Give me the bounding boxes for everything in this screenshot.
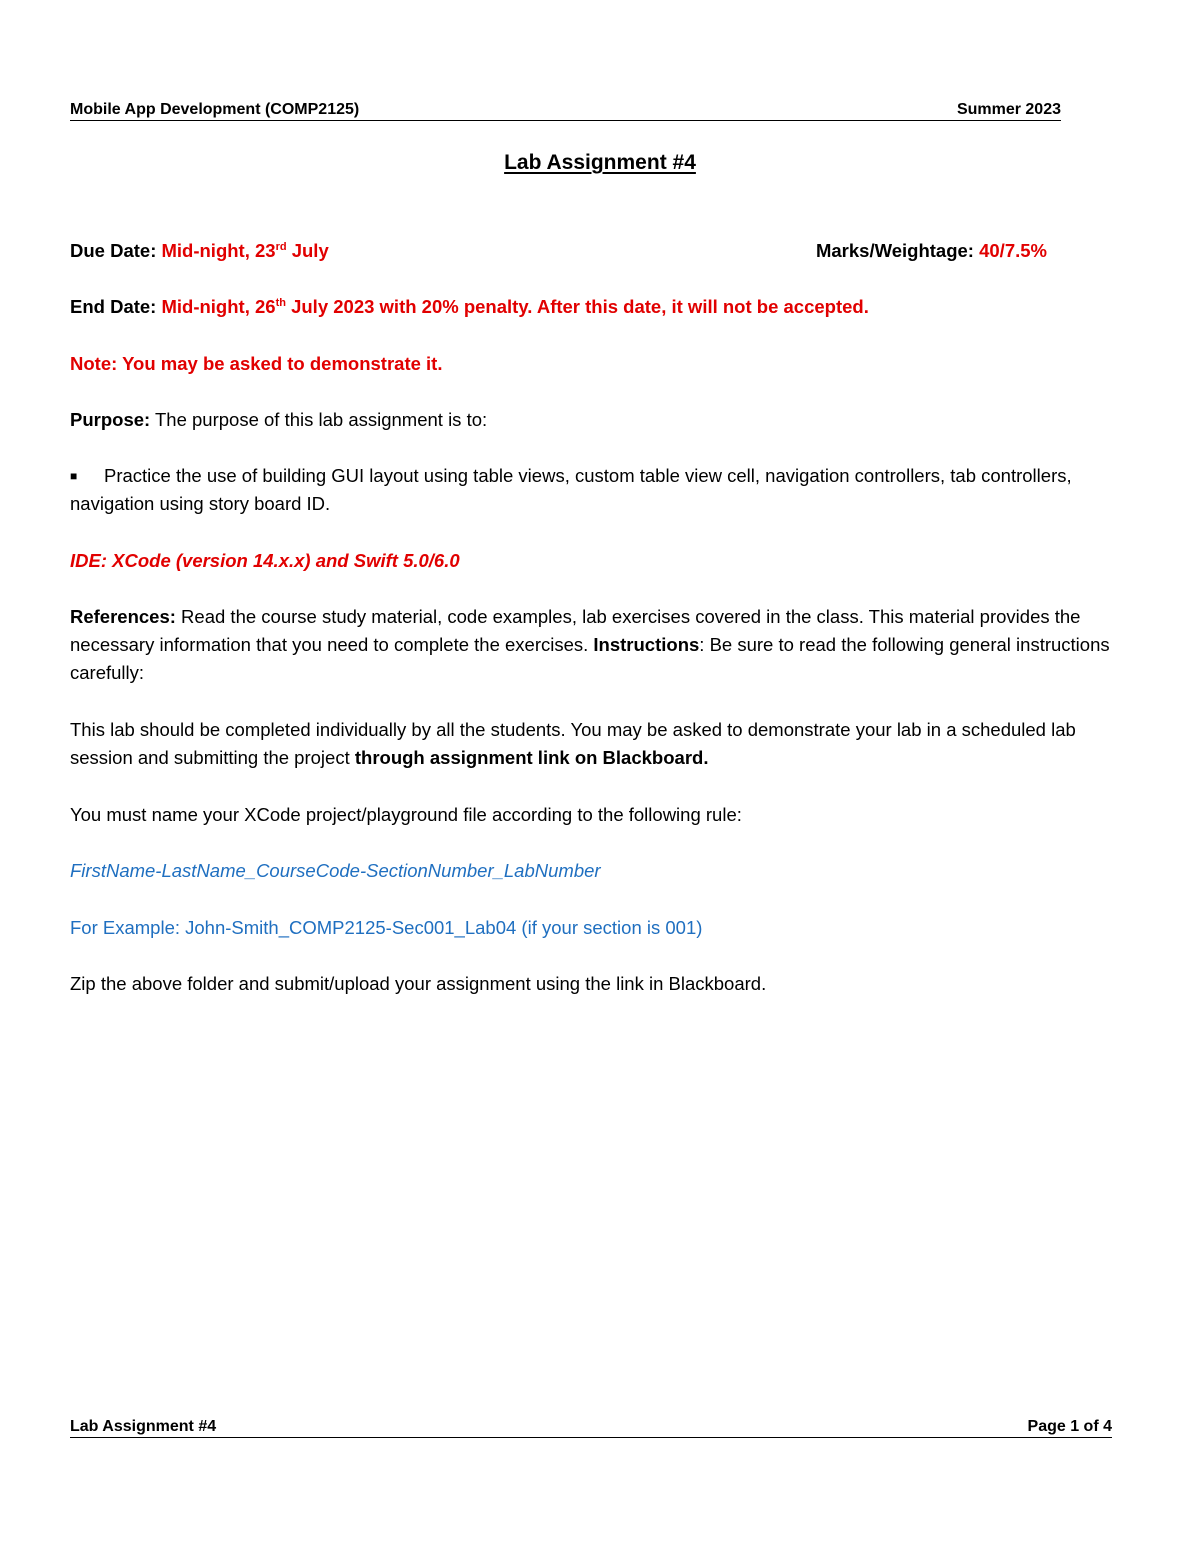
due-date-label: Due Date:: [70, 240, 162, 261]
naming-pattern-line: FirstName-LastName_CourseCode-SectionNumber_LabNumber: [70, 860, 601, 881]
page-title: [0, 150, 1200, 176]
references-label: References:: [70, 606, 176, 627]
instructions-label: Instructions: [593, 634, 700, 655]
note-line: Note: You may be asked to demonstrate it.: [70, 353, 443, 374]
end-date-value: [161, 296, 868, 317]
due-date-value: [162, 240, 329, 261]
due-date-line: [70, 237, 1130, 265]
marks-value: 40/7.5%: [979, 240, 1047, 261]
individual-text: This lab should be completed individually by all the students. You may be asked to demonstrate your lab in a scheduled lab session and submitting the project: [70, 719, 1076, 768]
end-date-penalty: July 2023 with 20% penalty. After this date, it will not be accepted.: [285, 296, 869, 317]
bullet-text: Practice the use of building GUI layout using table views, custom table view cell, navigation controllers, tab controllers, navigation using story board ID.: [70, 465, 1072, 514]
end-date-value-main: Mid-night, 26: [161, 296, 276, 317]
end-date-suffix: th: [275, 296, 286, 309]
marks: [816, 237, 1047, 265]
square-bullet-icon: ■: [70, 469, 78, 483]
bullet-list-item: [70, 462, 1130, 518]
footer-page-number: Page 1 of 4: [1027, 1418, 1112, 1435]
purpose-label: Purpose:: [70, 409, 151, 430]
due-date-value-main: Mid-night, 23: [161, 240, 276, 261]
zip-instruction-line: Zip the above folder and submit/upload your assignment using the link in Blackboard.: [70, 973, 767, 994]
purpose-line: [70, 406, 1130, 434]
example-line: For Example: John-Smith_COMP2125-Sec001_Lab04 (if your section is 001): [70, 917, 703, 938]
due-date-suffix: rd: [275, 240, 287, 253]
page-header: [70, 101, 1061, 121]
end-date-line: [70, 293, 1130, 321]
individual-bold-text: through assignment link on Blackboard.: [354, 747, 709, 768]
individual-paragraph: [70, 716, 1130, 772]
header-term: Summer 2023: [956, 101, 1061, 118]
marks-label: Marks/Weightage:: [815, 240, 980, 261]
purpose-text: The purpose of this lab assignment is to:: [150, 409, 488, 430]
page-title-text: Lab Assignment #4: [504, 151, 696, 174]
ide-line: IDE: XCode (version 14.x.x) and Swift 5.0/6.0: [70, 550, 460, 571]
references-text: Read the course study material, code examples, lab exercises covered in the class. This material provides the necessary information that you need to complete the exercises.: [70, 606, 1081, 655]
naming-rule-line: You must name your XCode project/playground file according to the following rule:: [70, 804, 742, 825]
due-date-month: July: [286, 240, 329, 261]
references-paragraph: [70, 603, 1130, 687]
page-footer: [70, 1418, 1112, 1438]
end-date-label: End Date:: [70, 296, 162, 317]
header-course: Mobile App Development (COMP2125): [70, 101, 360, 118]
footer-doc-title: Lab Assignment #4: [70, 1418, 217, 1435]
instructions-text: : Be sure to read the following general instructions carefully:: [70, 634, 1110, 683]
due-date: [70, 237, 329, 265]
